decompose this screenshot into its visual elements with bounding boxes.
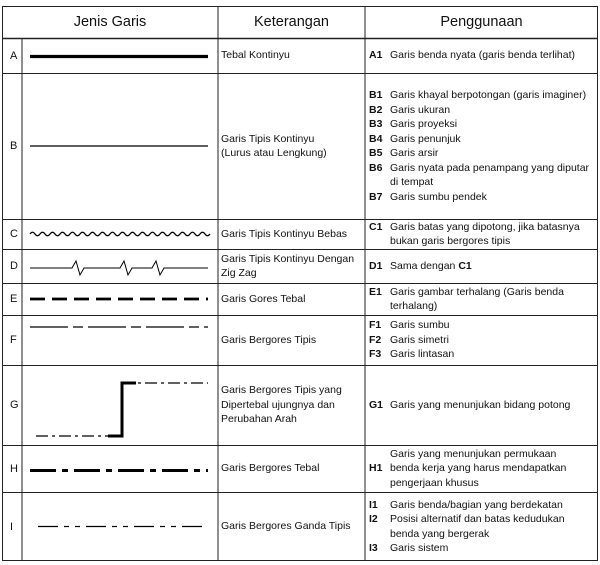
usage-item [369,347,598,362]
keterangan-cell [218,249,365,283]
keterangan-cell [218,73,365,219]
usage-code: B7 [369,190,383,203]
line-types-table [2,6,598,561]
usage-code: B2 [369,103,383,116]
keterangan-text: (Lurus atau Lengkung) [221,147,327,159]
usage-item [369,512,598,541]
usage-code: B1 [369,89,383,101]
penggunaan-cell [365,249,598,283]
usage-item [369,220,598,249]
usage-text: Garis penunjuk [390,132,461,145]
usage-item [369,398,598,413]
usage-code: A1 [369,49,383,62]
row-letter: F [10,334,17,346]
keterangan-text: Garis Bergores Tipis yang [221,384,342,397]
header-jenis-garis: Jenis Garis [73,14,147,30]
usage-item [369,132,598,147]
usage-item [369,285,598,314]
usage-code: F2 [369,333,382,346]
usage-text: Garis batas yang dipotong, jika batasnya bukan garis bergores tipis [390,220,580,247]
keterangan-text: Garis Gores Tebal [221,292,306,305]
usage-item [369,461,598,476]
keterangan-text: Garis Tipis Kontinyu Bebas [221,227,348,240]
sample-thin-freehand-wavy [30,232,210,236]
usage-code: G1 [369,398,384,411]
keterangan-text: Dipertebal ujungnya dan [221,398,335,411]
usage-text: Garis sumbu pendek [390,190,487,203]
penggunaan-cell [365,445,598,492]
usage-code: B4 [369,132,383,145]
keterangan-cell [218,492,365,561]
keterangan-text: Garis Bergores Ganda Tipis [221,520,351,533]
usage-item [369,447,598,462]
row-letter: G [10,399,19,411]
row-letter: I [10,520,14,533]
keterangan-text: Garis Bergores Tebal [221,462,320,475]
usage-text: Garis simetri [390,333,449,346]
row-letter: H [10,462,18,475]
usage-code: F1 [369,319,382,332]
row-letter: B [10,140,18,152]
usage-item [369,146,598,161]
usage-text: Garis arsir [390,147,439,159]
header-keterangan: Keterangan [254,14,329,30]
usage-text: Garis sumbu [390,319,450,332]
usage-text: Garis ukuran [390,103,451,116]
usage-item [369,161,598,190]
keterangan-cell [218,365,365,445]
penggunaan-cell [365,73,598,219]
keterangan-text: Zig Zag [221,267,257,279]
sample-thin-zigzag [30,261,208,275]
penggunaan-cell [365,219,598,249]
row-letter: A [10,49,18,62]
keterangan-cell [218,38,365,73]
usage-item [369,541,598,556]
usage-item [369,88,598,103]
usage-text: Garis gambar terhalang (Garis benda terhalang) [390,285,564,312]
penggunaan-cell [365,492,598,561]
keterangan-text: Garis Tipis Kontinyu [221,132,315,145]
keterangan-text: Tebal Kontinyu [221,49,290,62]
penggunaan-cell [365,283,598,315]
row-letter: D [10,260,18,272]
keterangan-cell [218,315,365,365]
header-penggunaan: Penggunaan [440,14,523,30]
usage-code: I1 [369,498,378,511]
usage-text: pengerjaan khusus [390,476,479,489]
penggunaan-cell [365,365,598,445]
penggunaan-cell [365,315,598,365]
usage-code: B6 [369,161,383,174]
usage-code: F3 [369,348,382,361]
usage-text: Sama dengan C1 [390,259,472,272]
usage-code: B5 [369,147,383,159]
usage-text: Garis sistem [390,542,449,554]
usage-text: Garis yang menunjukan bidang potong [390,398,571,411]
keterangan-text: Garis Bergores Tipis [221,333,317,346]
keterangan-cell [218,219,365,249]
usage-item [369,48,598,63]
keterangan-cell [218,283,365,315]
usage-code: B3 [369,118,383,130]
usage-code: H1 [369,462,383,475]
usage-text: Garis yang menunjukan permukaan [390,447,557,460]
usage-code: I2 [369,513,378,525]
keterangan-text: Perubahan Arah [221,413,297,426]
usage-item [369,117,598,132]
usage-text: Garis proyeksi [390,118,458,130]
usage-text: Garis benda nyata (garis benda terlihat) [390,49,576,62]
usage-text: Garis lintasan [390,348,455,361]
usage-item [369,476,598,491]
usage-code: E1 [369,285,382,298]
usage-text: Garis nyata pada penampang yang diputar di tempat [390,161,590,188]
sample-thick-direction-change [108,383,136,436]
row-letter: E [10,293,18,305]
usage-item [369,333,598,348]
usage-item [369,103,598,118]
usage-text: Posisi alternatif dan batas kedudukan benda yang bergerak [390,513,565,540]
usage-text: Garis khayal berpotongan (garis imaginer) [390,89,587,101]
usage-item [369,259,598,274]
usage-item [369,318,598,333]
usage-code: D1 [369,259,383,272]
keterangan-text: Garis Tipis Kontinyu Dengan [221,252,355,265]
usage-text: Garis benda/bagian yang berdekatan [390,498,563,511]
penggunaan-cell [365,38,598,73]
usage-reference: C1 [458,259,472,272]
usage-text: benda kerja yang harus mendapatkan [390,462,567,475]
row-letter: C [10,228,18,240]
keterangan-cell [218,445,365,492]
usage-item [369,498,598,513]
usage-item [369,190,598,205]
usage-code: I3 [369,542,378,554]
usage-code: C1 [369,220,383,233]
